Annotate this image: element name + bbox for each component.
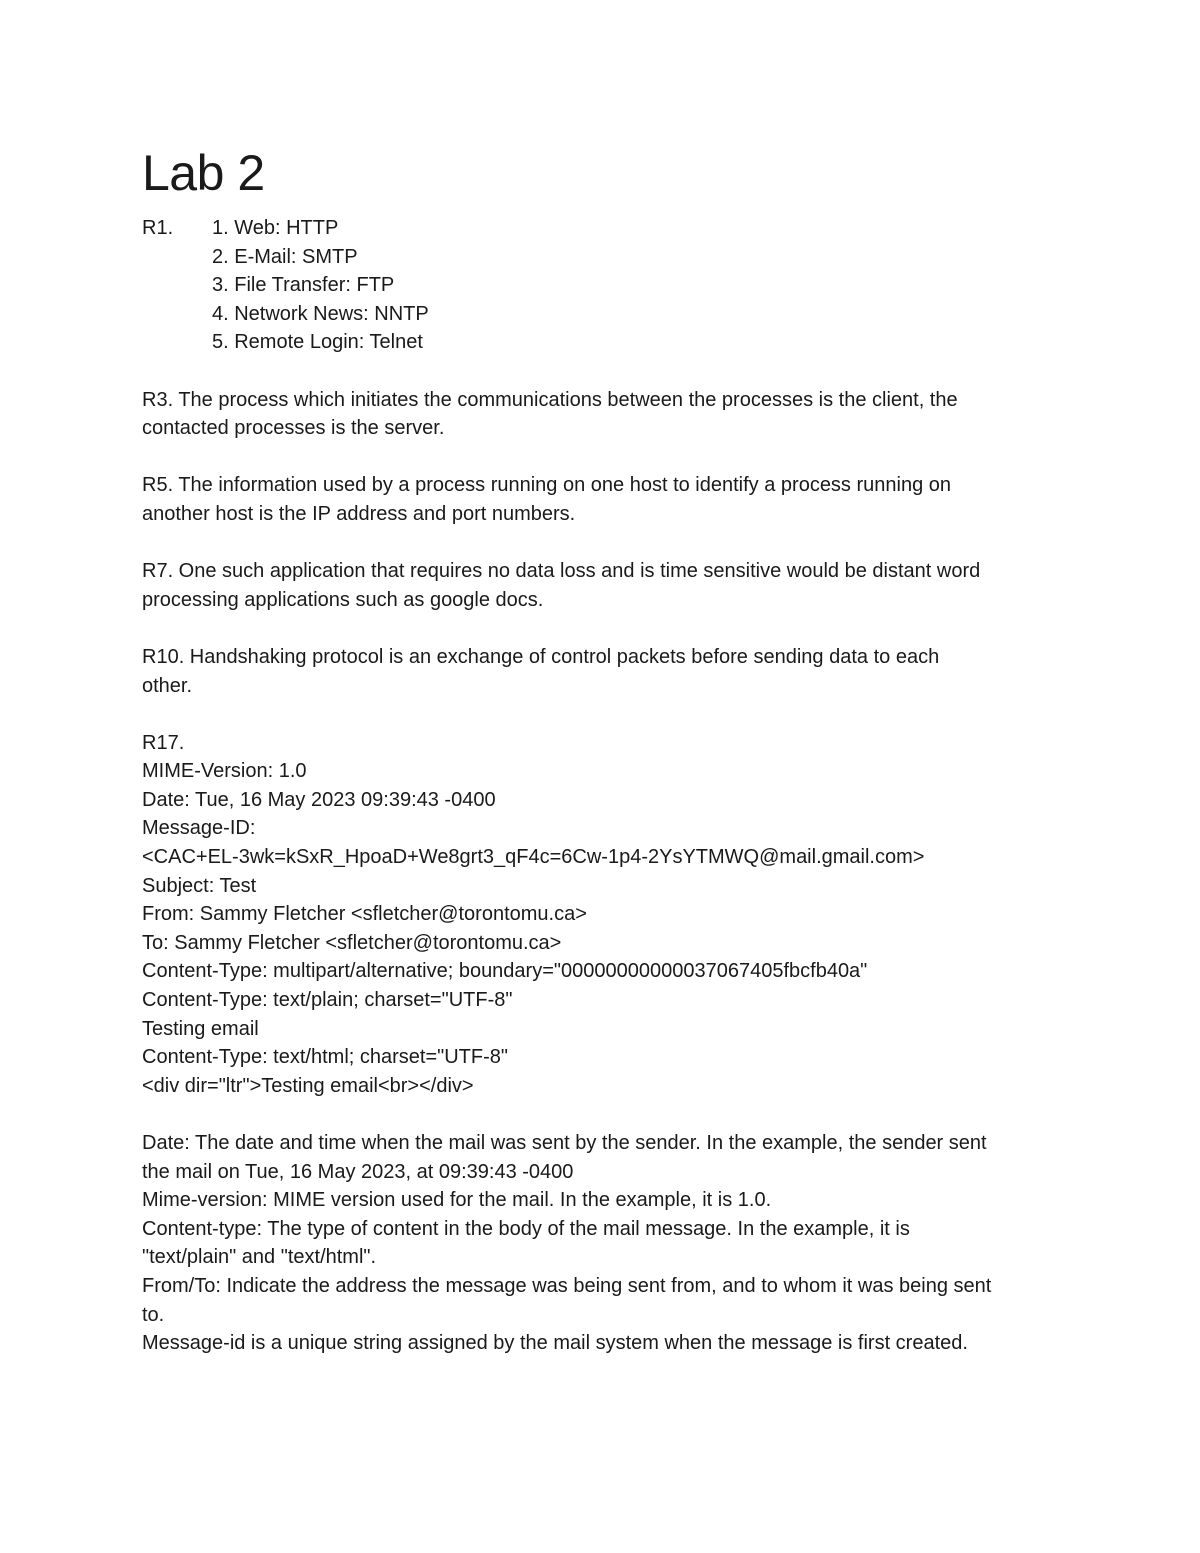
answer-r5 <box>142 471 1072 528</box>
answer-r1 <box>142 214 1072 357</box>
document-page <box>142 140 1072 1358</box>
header-line: Message-ID: <box>142 817 256 840</box>
explanation-line: the mail on Tue, 16 May 2023, at 09:39:43 -0400 <box>142 1160 574 1183</box>
explanation-line: Message-id is a unique string assigned by the mail system when the message is first created. <box>142 1332 968 1355</box>
header-explanations <box>142 1129 1072 1358</box>
r3-line-1: R3. The process which initiates the communications between the processes is the client, the <box>142 388 958 411</box>
r10-line-2: other. <box>142 674 193 697</box>
header-line: <CAC+EL-3wk=kSxR_HpoaD+We8grt3_qF4c=6Cw-1p4-2YsYTMWQ@mail.gmail.com> <box>142 846 925 869</box>
spacer <box>142 529 1072 558</box>
r7-line-2: processing applications such as google docs. <box>142 588 544 611</box>
spacer <box>142 357 1072 386</box>
answer-r3 <box>142 386 1072 443</box>
header-line: Date: Tue, 16 May 2023 09:39:43 -0400 <box>142 788 496 811</box>
header-line: Testing email <box>142 1017 259 1040</box>
header-line: From: Sammy Fletcher <sfletcher@torontomu.ca> <box>142 903 587 926</box>
header-line: MIME-Version: 1.0 <box>142 760 307 783</box>
header-line: Content-Type: text/html; charset="UTF-8" <box>142 1046 508 1069</box>
explanation-line: to. <box>142 1303 165 1326</box>
spacer <box>142 1100 1072 1129</box>
r5-line-2: another host is the IP address and port numbers. <box>142 502 576 525</box>
header-line: Content-Type: text/plain; charset="UTF-8" <box>142 989 513 1012</box>
explanation-line: "text/plain" and "text/html". <box>142 1246 377 1269</box>
r7-line-1: R7. One such application that requires no data loss and is time sensitive would be distant word <box>142 560 981 583</box>
r10-line-1: R10. Handshaking protocol is an exchange of control packets before sending data to each <box>142 645 940 668</box>
r1-label: R1. <box>142 217 174 239</box>
answer-r10 <box>142 643 1072 700</box>
spacer <box>142 443 1072 472</box>
header-line: <div dir="ltr">Testing email<br></div> <box>142 1074 474 1097</box>
email-headers <box>142 757 1072 1100</box>
explanation-line: Date: The date and time when the mail was sent by the sender. In the example, the sender sent <box>142 1132 987 1154</box>
header-line: Subject: Test <box>142 874 257 897</box>
answer-r7 <box>142 557 1072 614</box>
answer-r17 <box>142 729 1072 1358</box>
list-item: 4. Network News: NNTP <box>212 302 429 325</box>
explanation-line: From/To: Indicate the address the message was being sent from, and to whom it was being sent <box>142 1274 992 1297</box>
spacer <box>142 614 1072 643</box>
header-line: To: Sammy Fletcher <sfletcher@torontomu.ca> <box>142 931 562 954</box>
header-line: Content-Type: multipart/alternative; boundary="00000000000037067405fbcfb40a" <box>142 960 868 983</box>
r3-line-2: contacted processes is the server. <box>142 417 445 440</box>
spacer <box>142 700 1072 729</box>
list-item: 1. Web: HTTP <box>212 217 339 239</box>
explanation-line: Mime-version: MIME version used for the mail. In the example, it is 1.0. <box>142 1189 772 1212</box>
list-item: 3. File Transfer: FTP <box>212 274 395 297</box>
list-item: 2. E-Mail: SMTP <box>212 245 358 268</box>
document-title: Lab 2 <box>142 145 265 201</box>
r17-label: R17. <box>142 731 185 754</box>
r1-protocol-list <box>212 214 429 357</box>
r5-line-1: R5. The information used by a process running on one host to identify a process running on <box>142 474 952 497</box>
list-item: 5. Remote Login: Telnet <box>212 331 423 354</box>
explanation-line: Content-type: The type of content in the body of the mail message. In the example, it is <box>142 1217 910 1240</box>
